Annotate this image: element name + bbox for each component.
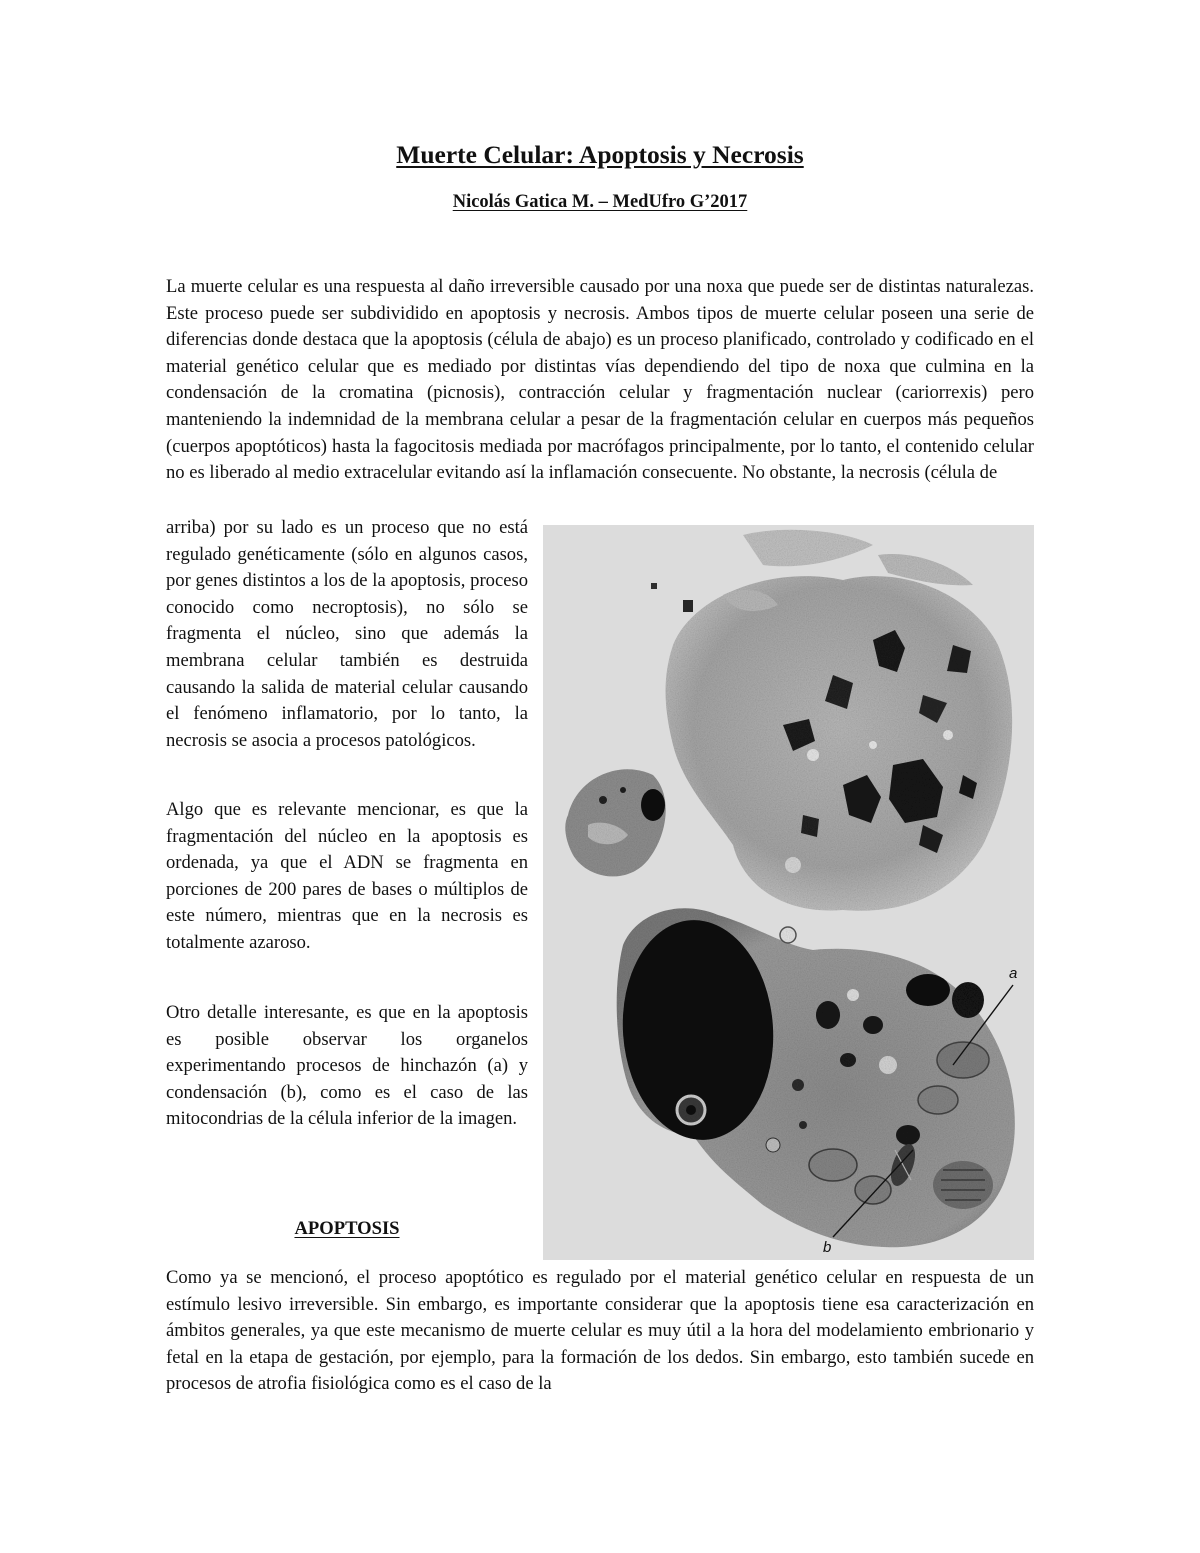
intro-paragraph: La muerte celular es una respuesta al daño irreversible causado por una noxa que puede ser de distintas naturalezas. Este proceso puede ser subdividido en apoptosis y necrosis. Ambos tipos de muerte celular poseen una serie de diferencias donde destaca que la apoptosis (célula de abajo) es un proceso planificado, controlado y codificado en el material genético celular que es mediado por distintas vías dependiendo del tipo de noxa que culmina en la condensación de la cromatina (picnosis), contracción celular y fragmentación nuclear (cariorrexis) pero manteniendo la indemnidad de la membrana celular a pesar de la fragmentación celular en cuerpos más pequeños (cuerpos apoptóticos) hasta la fagocitosis mediada por macrófagos principalmente, por lo tanto, el contenido celular no es liberado al medio extracelular evitando así la inflamación consecuente. No obstante, la necrosis (célula de: [166, 276, 1034, 484]
micrograph-image: [543, 525, 1034, 1260]
apoptosis-heading: APOPTOSIS: [294, 1218, 400, 1239]
organelles-paragraph: Otro detalle interesante, es que en la apoptosis es posible observar los organelos experimentando procesos de hinchazón (a) y condensación (b), como es el caso de las mitocondrias de la célula inferior de la imagen.: [166, 1002, 528, 1130]
electron-micrograph-figure: [543, 525, 1034, 1260]
label-b: b: [823, 1239, 832, 1256]
apoptosis-paragraph: Como ya se mencionó, el proceso apoptótico es regulado por el material genético celular en respuesta de un estímulo lesivo irreversible. Sin embargo, es importante considerar que la apoptosis tiene esa caracterización en ámbitos generales, ya que este mecanismo de muerte celular es muy útil a la hora del modelamiento embrionario y fetal en la etapa de gestación, por ejemplo, para la formación de los dedos. Sin embargo, esto también sucede en procesos de atrofia fisiológica como es el caso de la: [166, 1267, 1034, 1395]
necrosis-paragraph: arriba) por su lado es un proceso que no está regulado genéticamente (sólo en algunos casos, por genes distintos a los de la apoptosis, proceso conocido como necroptosis), no sólo se fragmenta el núcleo, sino que además la membrana celular también es destruida causando la salida de material celular causando el fenómeno inflamatorio, por lo tanto, la necrosis se asocia a procesos patológicos.: [166, 517, 528, 751]
document-title: Muerte Celular: Apoptosis y Necrosis: [396, 140, 804, 169]
label-a: a: [1009, 965, 1018, 982]
author-line: Nicolás Gatica M. – MedUfro G’2017: [452, 192, 748, 212]
dna-fragmentation-paragraph: Algo que es relevante mencionar, es que la fragmentación del núcleo en la apoptosis es ordenada, ya que el ADN se fragmenta en porciones de 200 pares de bases o múltiplos de este número, mientras que en la necrosis es totalmente azaroso.: [166, 799, 528, 953]
